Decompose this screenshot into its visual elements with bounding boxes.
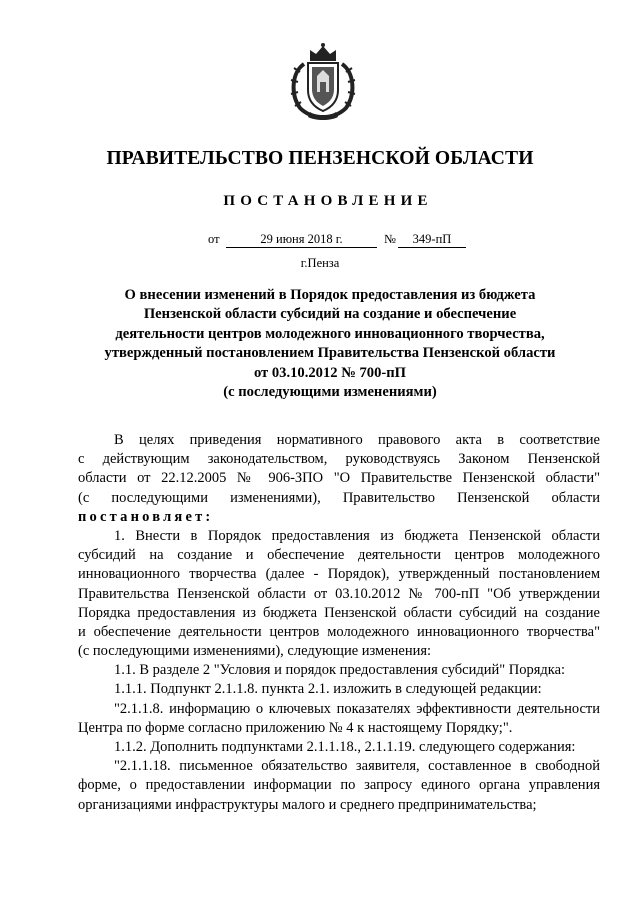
body-line: субсидий на создание и обеспечение деятельности центров молодежного xyxy=(78,547,600,564)
city-name: г.Пенза xyxy=(300,256,340,270)
document-date: 29 июня 2018 г. xyxy=(226,232,377,248)
body-line: организациями инфраструктуры малого и среднего предпринимательства; xyxy=(78,796,537,813)
subject-line: утвержденный постановлением Правительства Пензенской области xyxy=(104,345,556,362)
body-line: 1.1. В разделе 2 "Условия и порядок предоставления субсидий" Порядка: xyxy=(114,662,566,679)
body-line: "2.1.1.18. письменное обязательство заявителя, составленное в свободной xyxy=(114,758,600,775)
organization-title: ПРАВИТЕЛЬСТВО ПЕНЗЕНСКОЙ ОБЛАСТИ xyxy=(106,148,534,169)
subject-line: О внесении изменений в Порядок предоставления из бюджета xyxy=(124,287,536,303)
body-line: 1.1.2. Дополнить подпунктами 2.1.1.18., 2.1.1.19. следующего содержания: xyxy=(114,739,576,755)
body-line: инновационного творчества (далее - Порядок), утвержденный постановлением xyxy=(78,566,600,583)
body-line: (с последующими изменениями), следующие изменения: xyxy=(78,643,432,660)
subject-line: деятельности центров молодежного инновационного творчества, xyxy=(115,325,545,342)
document-subject xyxy=(90,286,570,402)
body-line: и обеспечение деятельности центров молодежного инновационного творчества" xyxy=(78,623,600,640)
subject-line: Пензенской области субсидий на создание и обеспечение xyxy=(143,306,517,323)
document-type: ПОСТАНОВЛЕНИЕ xyxy=(223,193,433,209)
number-prefix: № xyxy=(384,232,396,246)
date-prefix: от xyxy=(208,232,220,246)
subject-line: от 03.10.2012 № 700-пП xyxy=(253,364,407,381)
coat-of-arms-emblem xyxy=(286,42,360,120)
body-line: Центра по форме согласно приложению № 4 к настоящему Порядку;". xyxy=(78,719,513,736)
body-line: "2.1.1.8. информацию о ключевых показателях эффективности деятельности xyxy=(114,700,600,717)
body-line: области от 22.12.2005 № 906-ЗПО "О Правительстве Пензенской области" xyxy=(78,470,600,487)
document-body xyxy=(78,431,600,815)
subject-line: (с последующими изменениями) xyxy=(223,384,437,401)
body-line: с действующим законодательством, руководствуясь Законом Пензенской xyxy=(78,451,600,468)
resolution-word: постановляет: xyxy=(78,508,214,525)
date-number-line xyxy=(0,232,640,250)
body-line: 1.1.1. Подпункт 2.1.1.8. пункта 2.1. изложить в следующей редакции: xyxy=(114,681,542,698)
document-number: 349-пП xyxy=(398,232,466,248)
body-line: (с последующими изменениями), Правительство Пензенской области xyxy=(78,489,600,506)
body-line: В целях приведения нормативного правового акта в соответствие xyxy=(114,432,600,448)
body-line: Правительства Пензенской области от 03.10.2012 № 700-пП "Об утверждении xyxy=(78,585,600,602)
body-line: форме, о предоставлении информации по запросу единого органа управления xyxy=(78,777,600,794)
body-line: 1. Внести в Порядок предоставления из бюджета Пензенской области xyxy=(114,527,600,544)
body-line: Порядка предоставления из бюджета Пензенской области субсидий на создание xyxy=(78,604,600,621)
